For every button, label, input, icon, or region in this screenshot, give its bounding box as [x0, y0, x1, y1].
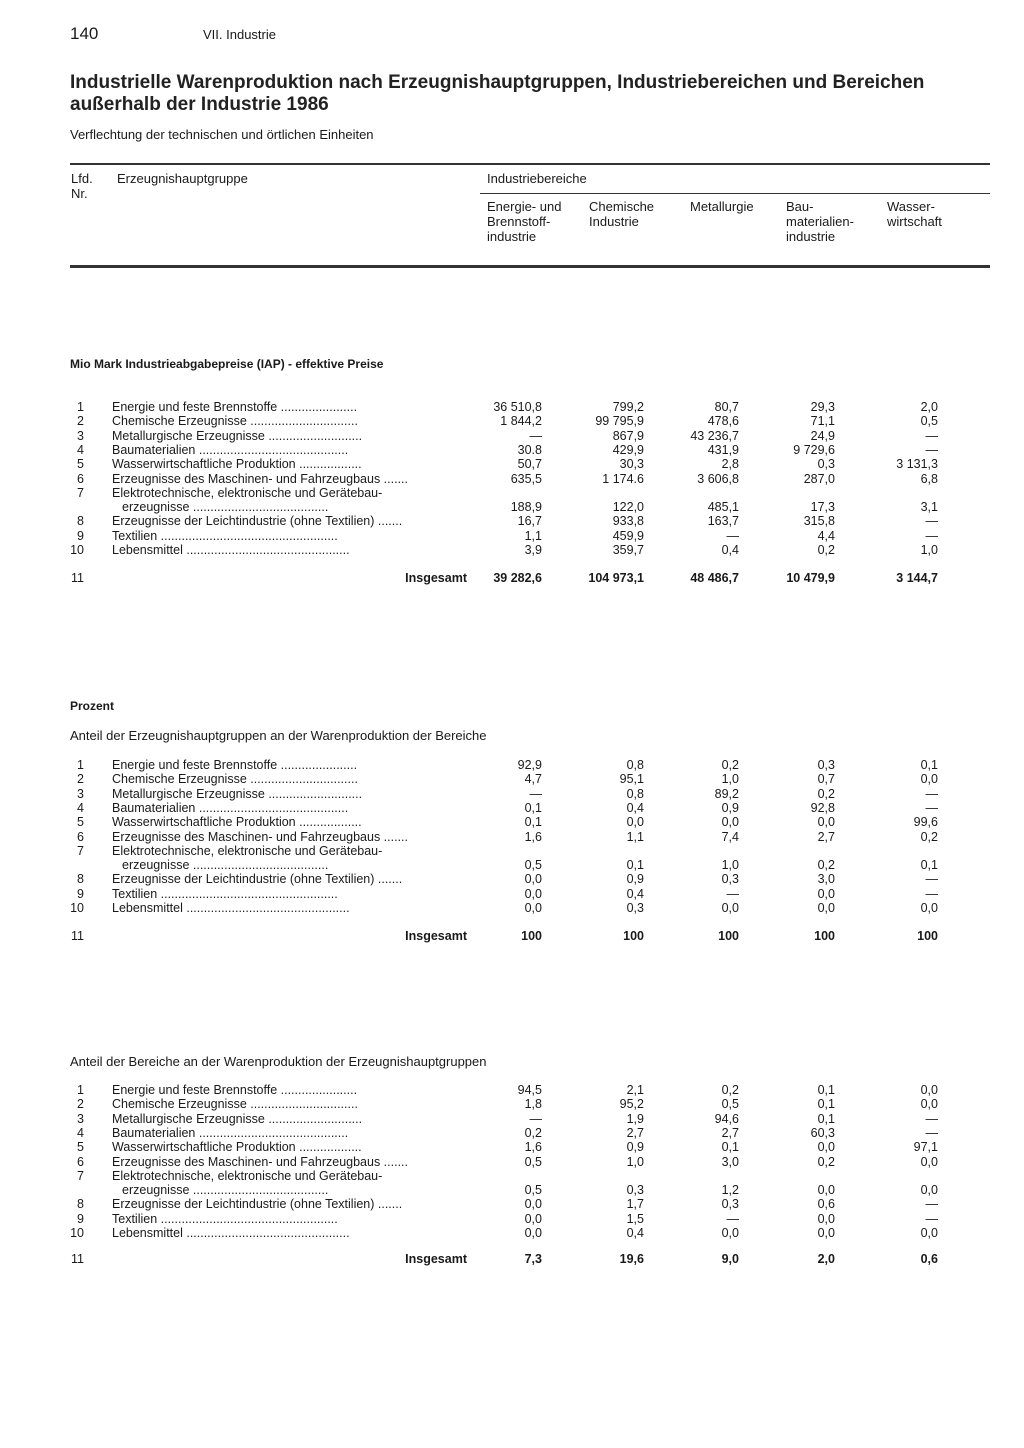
cell-value: 2,7: [626, 1125, 644, 1140]
cell-value: 1,6: [524, 1140, 542, 1155]
cell-value: 163,7: [707, 514, 739, 529]
table-total-row: [0, 1252, 1024, 1266]
total-value: 104 973,1: [588, 571, 644, 585]
table-row: [0, 830, 1024, 844]
table-row: [0, 758, 1024, 772]
cell-value: 0,0: [817, 901, 835, 915]
cell-value: 0,0: [817, 1211, 835, 1226]
row-label: Elektrotechnische, elektronische und Gerätebau-: [112, 843, 383, 858]
cell-value: 0,0: [817, 1226, 835, 1240]
cell-value: 0,0: [524, 1226, 542, 1240]
table-row: [0, 514, 1024, 528]
row-number: 3: [77, 786, 84, 801]
cell-value: 3,0: [721, 1154, 739, 1169]
total-value: 2,0: [817, 1252, 835, 1266]
table-row: [0, 1155, 1024, 1169]
row-number: 5: [77, 815, 84, 830]
cell-value: 0,1: [817, 1097, 835, 1112]
cell-value: 9 729,6: [793, 442, 835, 457]
cell-value: 0,0: [920, 1083, 938, 1097]
cell-value: 1,1: [626, 829, 644, 844]
row-label: Chemische Erzeugnisse ...............................: [112, 1097, 358, 1112]
cell-value: 0,1: [626, 858, 644, 873]
cell-value: 99 795,9: [595, 414, 644, 429]
cell-value: —: [726, 528, 739, 543]
cell-value: 0,1: [524, 800, 542, 815]
row-number: 11: [71, 929, 84, 943]
cell-value: 0,2: [817, 543, 835, 557]
row-label: Wasserwirtschaftliche Produktion ..................: [112, 1140, 362, 1155]
table-row: [0, 414, 1024, 428]
table-row: [0, 443, 1024, 457]
row-number: 1: [77, 400, 84, 414]
cell-value: 0,0: [626, 815, 644, 830]
cell-value: 0,0: [721, 901, 739, 915]
table-row: [0, 772, 1024, 786]
cell-value: 1,1: [524, 528, 542, 543]
row-number: 7: [77, 1168, 84, 1183]
cell-value: 0,1: [817, 1083, 835, 1097]
row-label: Energie und feste Brennstoffe ......................: [112, 400, 358, 414]
row-number: 2: [77, 414, 84, 429]
cell-value: 1 174.6: [602, 471, 644, 486]
row-label: Elektrotechnische, elektronische und Gerätebau-: [112, 485, 383, 500]
row-label: Baumaterialien ...........................................: [112, 1125, 349, 1140]
cell-value: 0,0: [920, 1097, 938, 1112]
table-row: [0, 872, 1024, 886]
col-header-group: Erzeugnishauptgruppe: [117, 171, 248, 186]
col-header-metallurgie: Metallurgie: [690, 199, 754, 214]
row-number: 8: [77, 514, 84, 529]
table-row: [0, 901, 1024, 915]
cell-value: 0,2: [524, 1125, 542, 1140]
table-row: [0, 486, 1024, 500]
row-label: Lebensmittel ...............................................: [112, 543, 350, 557]
cell-value: —: [925, 1111, 938, 1126]
row-number: 5: [77, 457, 84, 472]
cell-value: 24,9: [810, 428, 835, 443]
table-row: [0, 1112, 1024, 1126]
cell-value: 99,6: [913, 815, 938, 830]
cell-value: 95,2: [619, 1097, 644, 1112]
col-header-chemische: Chemische Industrie: [589, 199, 655, 229]
header-bottom-rule: [70, 265, 990, 268]
cell-value: 459,9: [612, 528, 644, 543]
cell-value: 0,2: [817, 1154, 835, 1169]
row-number: 7: [77, 485, 84, 500]
total-value: 100: [814, 929, 835, 943]
row-label: Textilien ...................................................: [112, 886, 338, 901]
cell-value: 4,7: [524, 772, 542, 787]
cell-value: —: [925, 528, 938, 543]
row-number: 4: [77, 1125, 84, 1140]
cell-value: 0,3: [626, 1183, 644, 1198]
cell-value: 94,5: [517, 1083, 542, 1097]
table-row-continuation: [0, 858, 1024, 872]
total-value: 19,6: [619, 1252, 644, 1266]
col-header-industriebereiche: Industriebereiche: [487, 171, 587, 186]
row-number: 9: [77, 886, 84, 901]
cell-value: 0,1: [920, 858, 938, 873]
cell-value: 1,0: [626, 1154, 644, 1169]
table-total-row: [0, 929, 1024, 943]
cell-value: 0,3: [721, 872, 739, 887]
table-row: [0, 1212, 1024, 1226]
cell-value: 0,5: [524, 1154, 542, 1169]
row-label: Baumaterialien ...........................................: [112, 800, 349, 815]
cell-value: 2,0: [920, 400, 938, 414]
row-label: Baumaterialien ...........................................: [112, 442, 349, 457]
cell-value: —: [925, 886, 938, 901]
row-number: 8: [77, 872, 84, 887]
cell-value: —: [726, 1211, 739, 1226]
row-label: Erzeugnisse des Maschinen- und Fahrzeugbaus .......: [112, 471, 408, 486]
cell-value: 0,5: [524, 1183, 542, 1198]
table-row: [0, 815, 1024, 829]
cell-value: 0,2: [817, 858, 835, 873]
total-value: 100: [718, 929, 739, 943]
row-number: 10: [70, 901, 84, 915]
header-top-rule: [70, 163, 990, 165]
cell-value: 3 131,3: [896, 457, 938, 472]
cell-value: 2,1: [626, 1083, 644, 1097]
table-row: [0, 887, 1024, 901]
cell-value: 89,2: [714, 786, 739, 801]
cell-value: 16,7: [517, 514, 542, 529]
cell-value: 0,2: [721, 1083, 739, 1097]
cell-value: 92,9: [517, 758, 542, 772]
cell-value: 0,2: [721, 758, 739, 772]
row-label: Erzeugnisse des Maschinen- und Fahrzeugbaus .......: [112, 829, 408, 844]
cell-value: 122,0: [612, 500, 644, 515]
cell-value: 43 236,7: [690, 428, 739, 443]
cell-value: 0,4: [626, 1226, 644, 1240]
cell-value: 287,0: [803, 471, 835, 486]
cell-value: —: [529, 786, 542, 801]
col-header-wasserwirtschaft: Wasser- wirtschaft: [887, 199, 942, 229]
table-row: [0, 801, 1024, 815]
row-label: Wasserwirtschaftliche Produktion ..................: [112, 457, 362, 472]
table-row-continuation: [0, 1183, 1024, 1197]
cell-value: 933,8: [612, 514, 644, 529]
cell-value: 1,8: [524, 1097, 542, 1112]
cell-value: 95,1: [619, 772, 644, 787]
cell-value: 94,6: [714, 1111, 739, 1126]
row-label: Textilien ...................................................: [112, 528, 338, 543]
cell-value: 4,4: [817, 528, 835, 543]
chapter-title: VII. Industrie: [203, 27, 276, 42]
table-row: [0, 1097, 1024, 1111]
cell-value: 0,0: [920, 1154, 938, 1169]
cell-value: 0,6: [817, 1197, 835, 1212]
cell-value: —: [925, 442, 938, 457]
row-label: Energie und feste Brennstoffe ......................: [112, 1083, 358, 1097]
section-subheading-anteil-bereiche: Anteil der Bereiche an der Warenproduktion der Erzeugnishauptgruppen: [70, 1054, 487, 1069]
table-row-continuation: [0, 500, 1024, 514]
table-row: [0, 457, 1024, 471]
cell-value: 1,5: [626, 1211, 644, 1226]
cell-value: 0,0: [920, 901, 938, 915]
row-label-continuation: erzeugnisse .......................................: [122, 1183, 329, 1198]
cell-value: 0,5: [524, 858, 542, 873]
cell-value: —: [925, 1211, 938, 1226]
row-number: 5: [77, 1140, 84, 1155]
cell-value: 0,5: [721, 1097, 739, 1112]
cell-value: 1,0: [920, 543, 938, 557]
table-row: [0, 472, 1024, 486]
row-label: Erzeugnisse der Leichtindustrie (ohne Textilien) .......: [112, 514, 403, 529]
cell-value: 0,9: [626, 1140, 644, 1155]
table-row: [0, 1126, 1024, 1140]
table-total-row: [0, 571, 1024, 585]
total-value: 100: [917, 929, 938, 943]
table-row: [0, 1226, 1024, 1240]
total-value: 3 144,7: [896, 571, 938, 585]
cell-value: 0,0: [524, 886, 542, 901]
row-label: Chemische Erzeugnisse ...............................: [112, 772, 358, 787]
cell-value: 92,8: [810, 800, 835, 815]
total-value: 48 486,7: [690, 571, 739, 585]
cell-value: —: [925, 800, 938, 815]
header-mid-rule: [480, 193, 990, 194]
cell-value: 1,0: [721, 772, 739, 787]
total-value: 39 282,6: [493, 571, 542, 585]
cell-value: 0,0: [721, 815, 739, 830]
cell-value: —: [925, 514, 938, 529]
row-number: 9: [77, 528, 84, 543]
table-row: [0, 1197, 1024, 1211]
table-row: [0, 429, 1024, 443]
row-label: Erzeugnisse der Leichtindustrie (ohne Textilien) .......: [112, 1197, 403, 1212]
row-number: 4: [77, 800, 84, 815]
cell-value: 799,2: [612, 400, 644, 414]
cell-value: 17,3: [810, 500, 835, 515]
cell-value: 635,5: [510, 471, 542, 486]
row-number: 3: [77, 428, 84, 443]
row-number: 2: [77, 1097, 84, 1112]
cell-value: 80,7: [714, 400, 739, 414]
cell-value: 0,3: [626, 901, 644, 915]
cell-value: 60,3: [810, 1125, 835, 1140]
row-label-continuation: erzeugnisse .......................................: [122, 858, 329, 873]
table-row: [0, 1083, 1024, 1097]
cell-value: 71,1: [810, 414, 835, 429]
row-label: Metallurgische Erzeugnisse ...........................: [112, 428, 363, 443]
row-label: Energie und feste Brennstoffe ......................: [112, 758, 358, 772]
cell-value: 0,3: [721, 1197, 739, 1212]
row-label: Lebensmittel ...............................................: [112, 1226, 350, 1240]
table-row: [0, 529, 1024, 543]
col-header-baumaterialien: Bau- materialien- industrie: [786, 199, 854, 244]
cell-value: 0,0: [524, 872, 542, 887]
cell-value: 0,9: [626, 872, 644, 887]
cell-value: 1,6: [524, 829, 542, 844]
row-number: 9: [77, 1211, 84, 1226]
cell-value: 0,1: [817, 1111, 835, 1126]
cell-value: 478,6: [707, 414, 739, 429]
table-row: [0, 1140, 1024, 1154]
row-number: 10: [70, 1226, 84, 1240]
page-title: Industrielle Warenproduktion nach Erzeugnishauptgruppen, Industriebereichen und Bereichen außerhalb der Industrie 1986: [70, 72, 925, 115]
row-label: Erzeugnisse des Maschinen- und Fahrzeugbaus .......: [112, 1154, 408, 1169]
row-number: 6: [77, 471, 84, 486]
cell-value: 3,0: [817, 872, 835, 887]
cell-value: 867,9: [612, 428, 644, 443]
row-number: 11: [71, 571, 84, 585]
cell-value: —: [529, 1111, 542, 1126]
total-value: 9,0: [721, 1252, 739, 1266]
total-value: 7,3: [524, 1252, 542, 1266]
col-header-nr: Lfd. Nr.: [71, 171, 93, 201]
cell-value: 429,9: [612, 442, 644, 457]
cell-value: 2,8: [721, 457, 739, 472]
cell-value: 485,1: [707, 500, 739, 515]
cell-value: 0,0: [920, 1226, 938, 1240]
total-value: 100: [521, 929, 542, 943]
cell-value: 0,0: [524, 901, 542, 915]
cell-value: 0,2: [817, 786, 835, 801]
cell-value: 0,0: [817, 886, 835, 901]
cell-value: 0,0: [817, 1140, 835, 1155]
cell-value: 50,7: [517, 457, 542, 472]
cell-value: 1,2: [721, 1183, 739, 1198]
cell-value: 0,0: [817, 815, 835, 830]
table-row: [0, 844, 1024, 858]
total-value: 0,6: [920, 1252, 938, 1266]
cell-value: 7,4: [721, 829, 739, 844]
row-label: Erzeugnisse der Leichtindustrie (ohne Textilien) .......: [112, 872, 403, 887]
cell-value: 0,3: [817, 758, 835, 772]
cell-value: 0,1: [920, 758, 938, 772]
cell-value: 0,0: [920, 772, 938, 787]
cell-value: 0,7: [817, 772, 835, 787]
cell-value: 36 510,8: [493, 400, 542, 414]
col-header-energie: Energie- und Brennstoff- industrie: [487, 199, 562, 244]
row-label: Metallurgische Erzeugnisse ...........................: [112, 1111, 363, 1126]
cell-value: 0,9: [721, 800, 739, 815]
cell-value: 1,0: [721, 858, 739, 873]
cell-value: 0,0: [817, 1183, 835, 1198]
cell-value: 0,4: [626, 800, 644, 815]
total-label: Insgesamt: [405, 929, 467, 943]
cell-value: —: [925, 428, 938, 443]
section-subheading-anteil-gruppen: Anteil der Erzeugnishauptgruppen an der Warenproduktion der Bereiche: [70, 728, 487, 743]
total-label: Insgesamt: [405, 571, 467, 585]
cell-value: 2,7: [721, 1125, 739, 1140]
cell-value: 29,3: [810, 400, 835, 414]
row-number: 1: [77, 758, 84, 772]
cell-value: 0,1: [721, 1140, 739, 1155]
total-label: Insgesamt: [405, 1252, 467, 1266]
table-row: [0, 1169, 1024, 1183]
row-number: 2: [77, 772, 84, 787]
cell-value: —: [925, 1125, 938, 1140]
row-number: 3: [77, 1111, 84, 1126]
row-number: 4: [77, 442, 84, 457]
cell-value: 0,0: [524, 1197, 542, 1212]
row-label: Wasserwirtschaftliche Produktion ..................: [112, 815, 362, 830]
cell-value: —: [925, 1197, 938, 1212]
page-subtitle: Verflechtung der technischen und örtlichen Einheiten: [70, 127, 374, 142]
section-heading-mio-mark: Mio Mark Industrieabgabepreise (IAP) - effektive Preise: [70, 357, 384, 371]
row-number: 8: [77, 1197, 84, 1212]
total-value: 10 479,9: [786, 571, 835, 585]
row-number: 11: [71, 1252, 84, 1266]
row-number: 7: [77, 843, 84, 858]
cell-value: 3,1: [920, 500, 938, 515]
row-label: Chemische Erzeugnisse ...............................: [112, 414, 358, 429]
row-number: 1: [77, 1083, 84, 1097]
cell-value: 97,1: [913, 1140, 938, 1155]
cell-value: 30.8: [517, 442, 542, 457]
row-label: Metallurgische Erzeugnisse ...........................: [112, 786, 363, 801]
cell-value: 0,5: [920, 414, 938, 429]
total-value: 100: [623, 929, 644, 943]
row-number: 10: [70, 543, 84, 557]
cell-value: 315,8: [803, 514, 835, 529]
table-row: [0, 787, 1024, 801]
cell-value: 0,4: [626, 886, 644, 901]
row-label: Elektrotechnische, elektronische und Gerätebau-: [112, 1168, 383, 1183]
cell-value: 0,4: [721, 543, 739, 557]
cell-value: —: [529, 428, 542, 443]
cell-value: 3,9: [524, 543, 542, 557]
cell-value: 0,0: [524, 1211, 542, 1226]
table-row: [0, 400, 1024, 414]
cell-value: 431,9: [707, 442, 739, 457]
row-number: 6: [77, 1154, 84, 1169]
cell-value: 0,0: [721, 1226, 739, 1240]
cell-value: 0,3: [817, 457, 835, 472]
page-number: 140: [70, 24, 99, 43]
cell-value: 0,0: [920, 1183, 938, 1198]
section-heading-prozent: Prozent: [70, 699, 115, 713]
cell-value: —: [925, 786, 938, 801]
row-number: 6: [77, 829, 84, 844]
cell-value: 359,7: [612, 543, 644, 557]
cell-value: 0,8: [626, 786, 644, 801]
cell-value: 6,8: [920, 471, 938, 486]
cell-value: —: [726, 886, 739, 901]
cell-value: —: [925, 872, 938, 887]
cell-value: 2,7: [817, 829, 835, 844]
cell-value: 188,9: [510, 500, 542, 515]
row-label: Textilien ...................................................: [112, 1211, 338, 1226]
row-label: Lebensmittel ...............................................: [112, 901, 350, 915]
cell-value: 1,9: [626, 1111, 644, 1126]
cell-value: 1 844,2: [500, 414, 542, 429]
cell-value: 30,3: [619, 457, 644, 472]
cell-value: 3 606,8: [697, 471, 739, 486]
row-label-continuation: erzeugnisse .......................................: [122, 500, 329, 515]
cell-value: 0,2: [920, 829, 938, 844]
cell-value: 1,7: [626, 1197, 644, 1212]
cell-value: 0,8: [626, 758, 644, 772]
table-row: [0, 543, 1024, 557]
cell-value: 0,1: [524, 815, 542, 830]
